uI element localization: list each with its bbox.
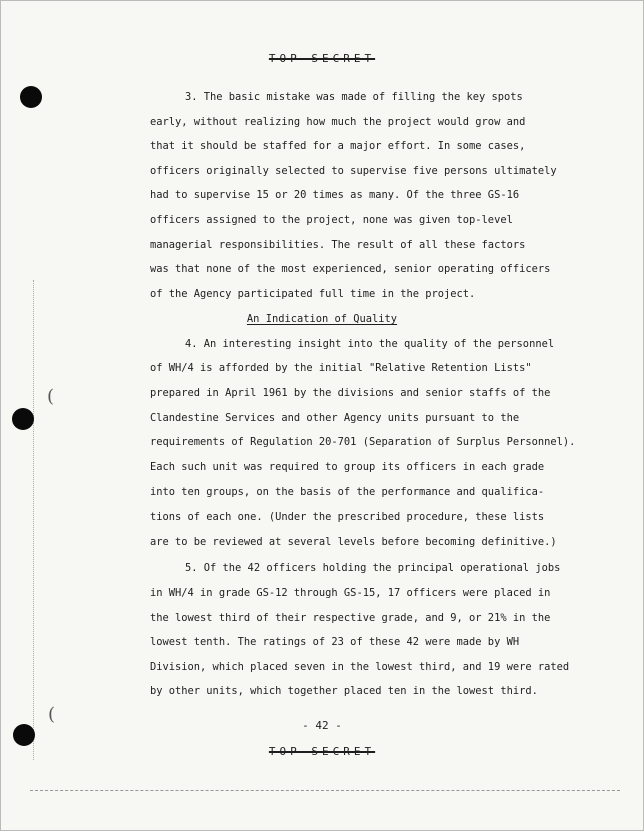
text-line: had to supervise 15 or 20 times as many. Of the three GS-16 [150,189,520,201]
text-line: was that none of the most experienced, senior operating officers [150,263,551,275]
page-number: - 42 - [302,719,342,732]
text-line: tions of each one. (Under the prescribed procedure, these lists [150,511,545,523]
punch-hole-middle [12,408,34,430]
text-line: in WH/4 in grade GS-12 through GS-15, 17 officers were placed in [150,587,551,599]
text-line: lowest tenth. The ratings of 23 of these 42 were made by WH [150,636,520,648]
text-line: 4. An interesting insight into the quality of the personnel [185,338,555,350]
text-line: the lowest third of their respective grade, and 9, or 21% in the [150,612,551,624]
text-line: of the Agency participated full time in the project. [150,288,476,300]
text-line: Division, which placed seven in the lowest third, and 19 were rated [150,661,570,673]
text-line: requirements of Regulation 20-701 (Separation of Surplus Personnel). [150,436,576,448]
text-line: Each such unit was required to group its officers in each grade [150,461,545,473]
section-heading: An Indication of Quality [246,313,398,325]
text-line: managerial responsibilities. The result of all these factors [150,239,526,251]
bottom-rule [30,790,620,791]
classification-header: TOP SECRET [268,52,376,65]
text-line: 5. Of the 42 officers holding the principal operational jobs [185,562,561,574]
text-line: officers originally selected to supervise five persons ultimately [150,165,557,177]
text-line: early, without realizing how much the project would grow and [150,116,526,128]
text-line: into ten groups, on the basis of the performance and qualifica- [150,486,545,498]
punch-hole-top [20,86,42,108]
text-line: prepared in April 1961 by the divisions and senior staffs of the [150,387,551,399]
margin-mark-upper: ( [47,386,55,407]
text-line: are to be reviewed at several levels before becoming definitive.) [150,536,557,548]
text-line: that it should be staffed for a major effort. In some cases, [150,140,526,152]
margin-dash [33,280,34,760]
margin-mark-lower: ( [48,704,56,725]
text-line: by other units, which together placed ten in the lowest third. [150,685,538,697]
text-line: 3. The basic mistake was made of filling the key spots [185,91,523,103]
text-line: Clandestine Services and other Agency units pursuant to the [150,412,520,424]
text-line: of WH/4 is afforded by the initial "Relative Retention Lists" [150,362,532,374]
classification-footer: TOP SECRET [268,745,376,758]
text-line: officers assigned to the project, none was given top-level [150,214,513,226]
